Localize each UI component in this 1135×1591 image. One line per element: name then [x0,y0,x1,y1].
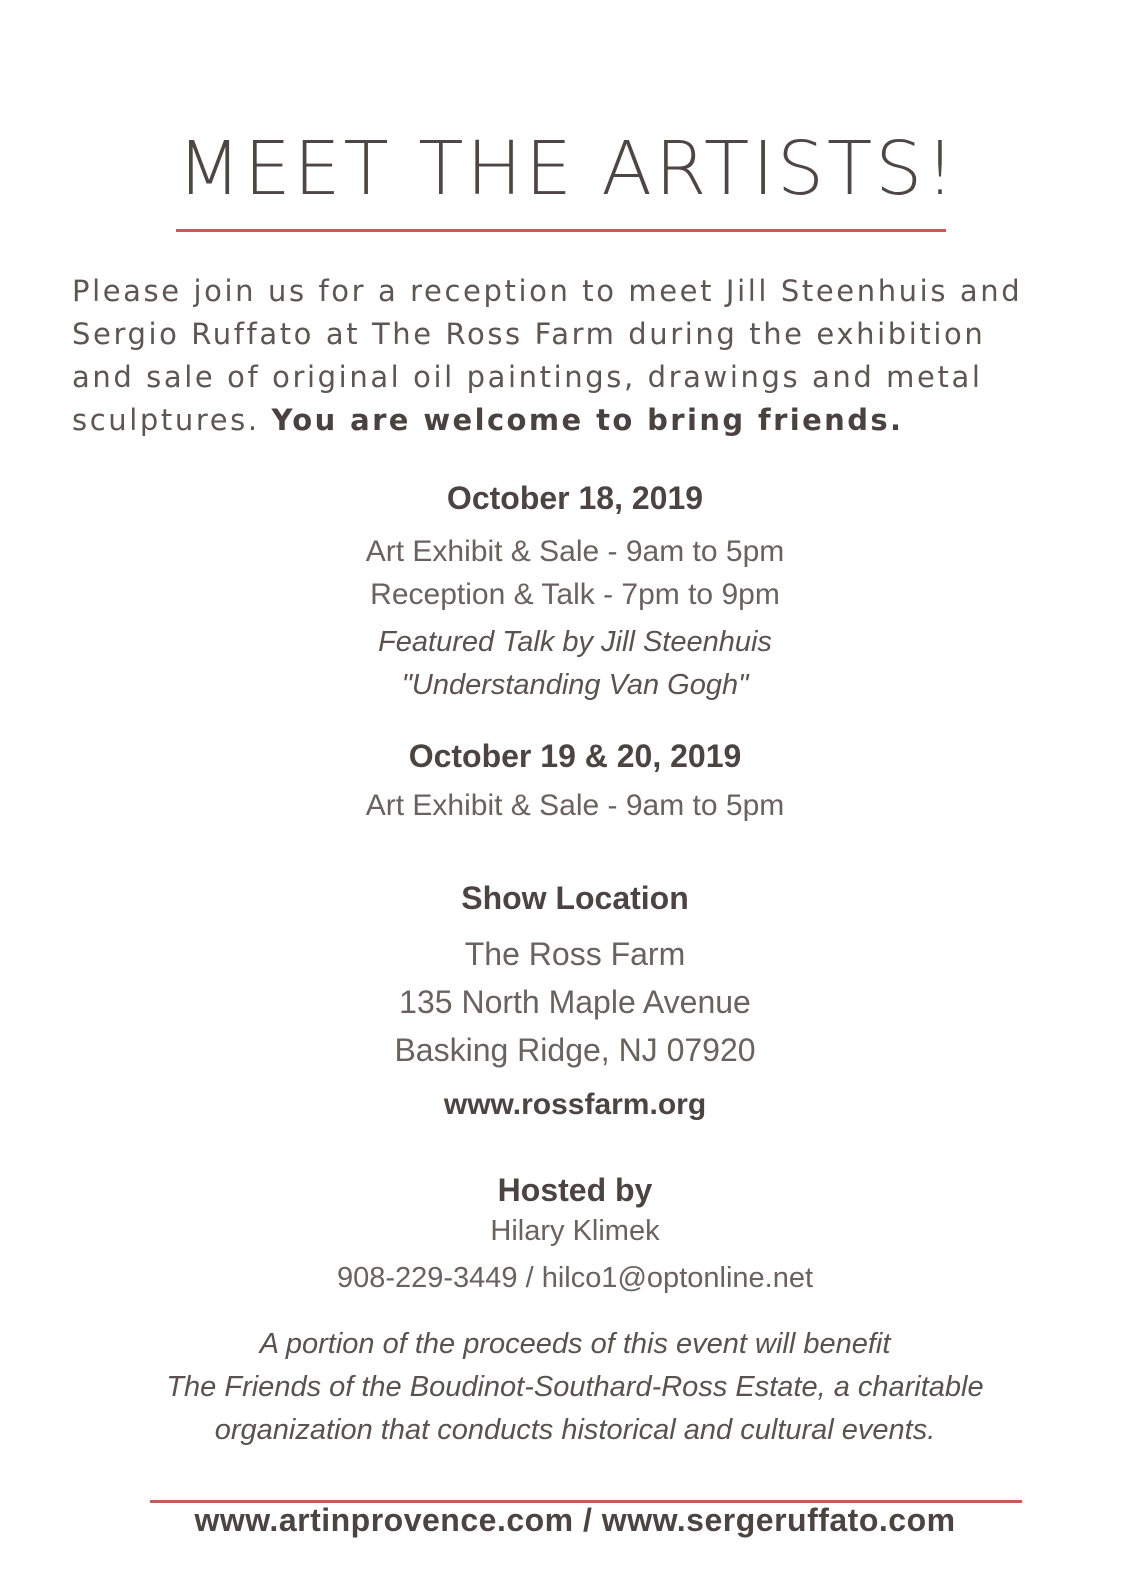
location-website-link[interactable]: www.rossfarm.org [443,1088,707,1121]
intro-line-plain: sculptures. [72,403,272,437]
day1-line2: Reception & Talk - 7pm to 9pm [370,578,780,611]
page-title: MEET THE ARTISTS! [177,126,958,212]
host-heading: Hosted by [497,1172,653,1208]
benefit-line: organization that conducts historical and cultural events. [214,1414,936,1446]
day1-date: October 18, 2019 [446,480,704,516]
location-street: 135 North Maple Avenue [399,984,751,1020]
day2-line1: Art Exhibit & Sale - 9am to 5pm [365,789,785,822]
day2-date: October 19 & 20, 2019 [408,738,742,774]
intro-line: Please join us for a reception to meet Jill Steenhuis and [72,274,1023,308]
location-city: Basking Ridge, NJ 07920 [394,1032,756,1068]
day1-line1: Art Exhibit & Sale - 9am to 5pm [365,535,785,568]
intro-line-bold: You are welcome to bring friends. [271,403,904,437]
intro-line: Sergio Ruffato at The Ross Farm during the exhibition [72,317,986,351]
featured-talk-line: Featured Talk by Jill Steenhuis [378,626,772,658]
footer-links[interactable]: www.artinprovence.com / www.sergeruffato.com [194,1502,956,1538]
host-name: Hilary Klimek [490,1215,660,1247]
host-contact: 908-229-3449 / hilco1@optonline.net [336,1262,814,1294]
talk-title-line: "Understanding Van Gogh" [401,669,749,701]
benefit-line: A portion of the proceeds of this event will benefit [259,1328,891,1360]
intro-line: and sale of original oil paintings, drawings and metal [72,360,983,394]
title-divider [176,229,946,232]
location-name: The Ross Farm [464,936,686,972]
benefit-line: The Friends of the Boudinot-Southard-Ross Estate, a charitable [166,1371,984,1403]
location-heading: Show Location [461,880,689,916]
intro-paragraph [72,270,1112,442]
intro-line [72,399,1112,442]
